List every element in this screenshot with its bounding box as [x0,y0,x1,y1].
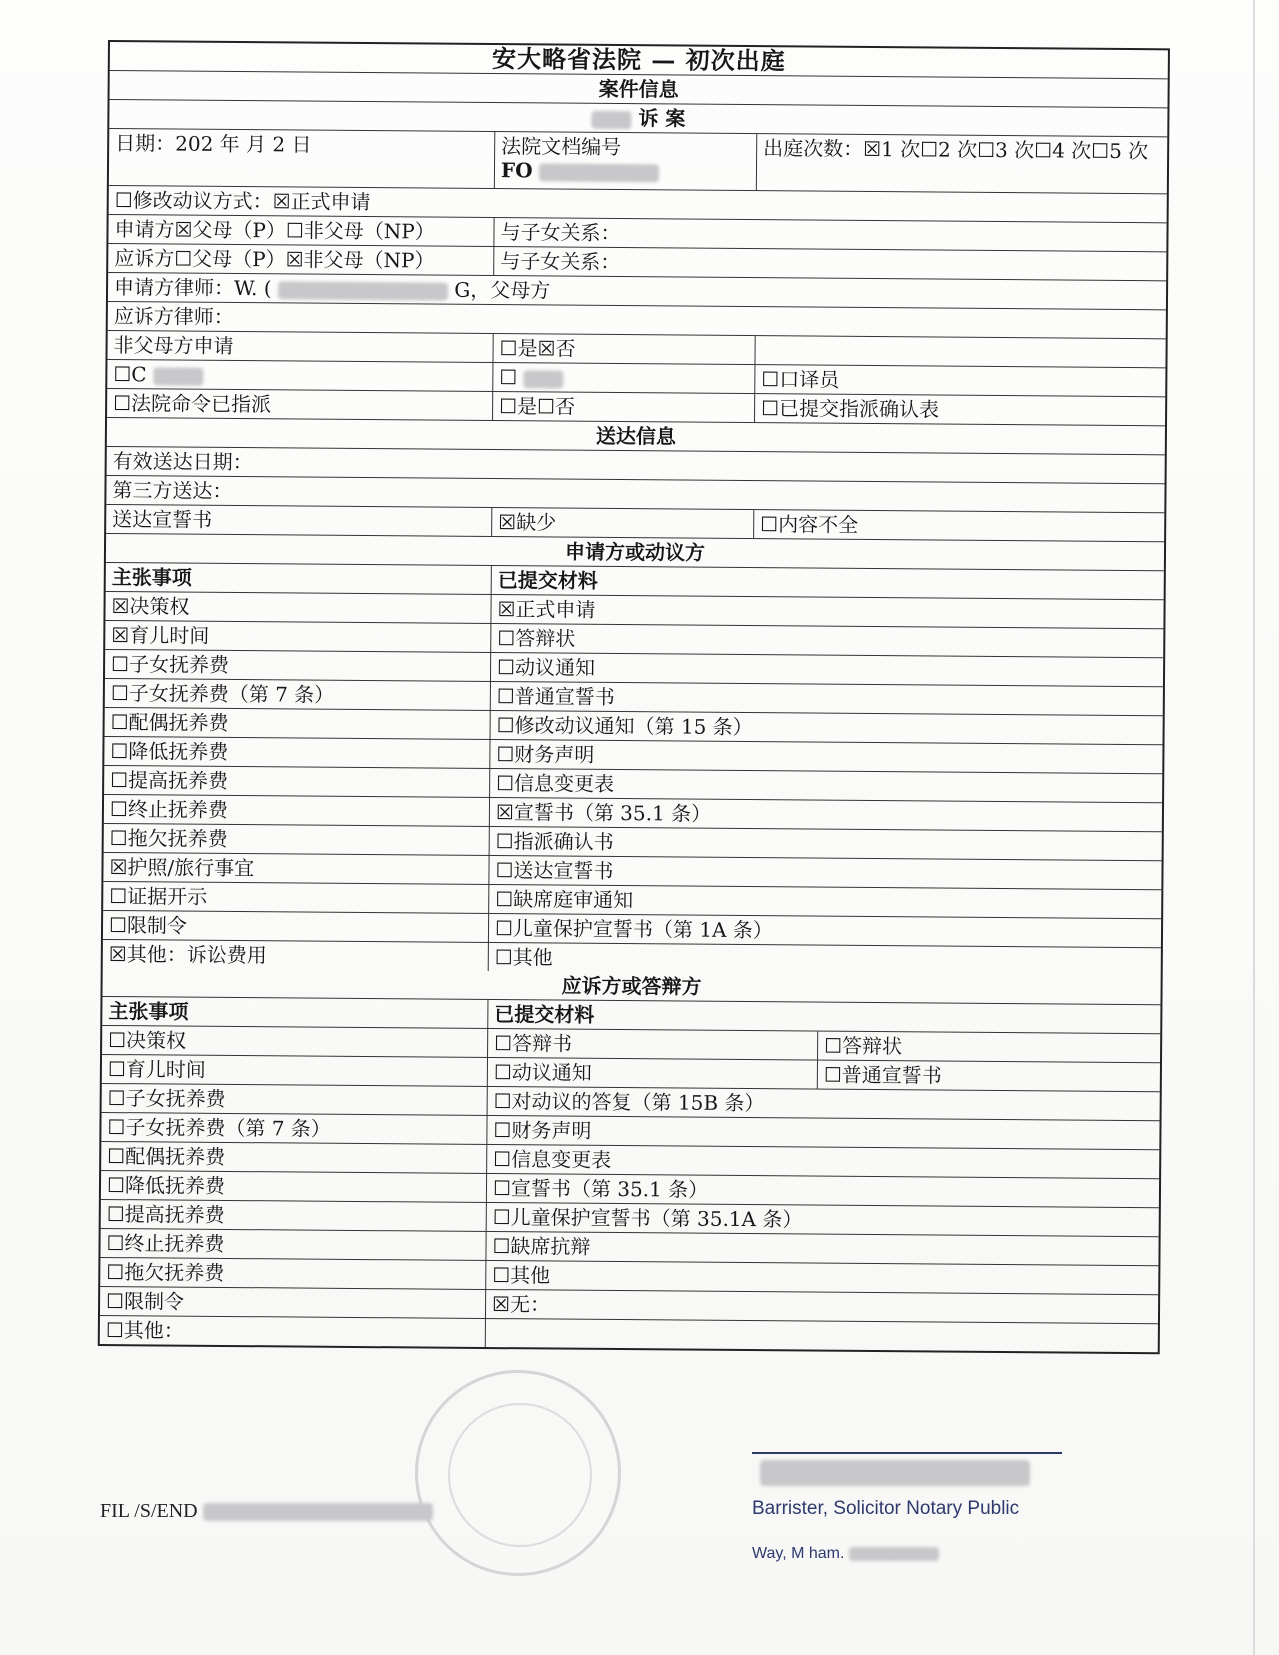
material-item: ☒宣誓书（第 35.1 条） [489,798,1162,831]
claim-item: ☐配偶抚养费 [107,1144,226,1169]
material-item: ☐信息变更表 [486,1145,1159,1178]
court-form [98,40,1170,1354]
claim-item: ☒育儿时间 [111,623,210,648]
form-title: 安大略省法院 — 初次出庭 [491,44,786,76]
claim-item: ☐配偶抚养费 [110,710,229,735]
c-cell [107,360,492,391]
applicant-lawyer-label: 申请方律师：W. ( [113,275,272,301]
notary-seal-inner [448,1403,592,1547]
claim-item: ☒其他：诉讼费用 [108,942,267,968]
notary-address [752,1545,939,1563]
claim-item: ☐终止抚养费 [106,1231,225,1256]
redaction [203,1503,433,1521]
respondent-type: 应诉方☐父母（P）☒非父母（NP） [114,246,435,273]
material-item: ☐对动议的答复（第 15B 条） [487,1087,1160,1120]
claim-item: ☐终止抚养费 [109,797,228,822]
incomplete: ☐内容不全 [753,510,1164,541]
claim-item: ☐拖欠抚养费 [109,826,228,851]
date-label: 日期：202 年 月 2 日 [115,131,312,157]
claim-item: ☐限制令 [106,1289,185,1314]
filing-stamp-text: FIL /S/END [100,1500,198,1522]
material-item: ☐财务声明 [486,1116,1159,1149]
court-order-yesno: ☐是☐否 [492,392,754,422]
appearances-cell: 出庭次数：☒1 次☐2 次☐3 次☐4 次☐5 次 [756,134,1167,193]
service-affidavit: 送达宣誓书 [112,507,213,532]
redaction [153,367,203,385]
material-item: ☐指派确认书 [489,827,1162,860]
applicant-rows [103,592,1164,976]
material-item-right: ☐答辩状 [817,1032,1160,1063]
material-item [485,1319,1158,1352]
signature-line [752,1452,1062,1454]
material-item: ☐修改动议通知（第 15 条） [490,711,1163,744]
signature-redaction [760,1460,1030,1486]
case-info-header: 案件信息 [598,76,679,102]
claim-item: ☐子女抚养费（第 7 条） [110,681,335,707]
applicant-type: 申请方☒父母（P）☐非父母（NP） [114,217,435,244]
applicant-relation: 与子女关系： [493,218,1166,251]
claim-item: ☐拖欠抚养费 [106,1260,225,1285]
claim-item: ☐提高抚养费 [106,1202,225,1227]
claim-item: ☐决策权 [108,1028,187,1053]
service-header: 送达信息 [595,423,676,449]
material-item: ☒无： [485,1290,1158,1323]
redaction [849,1547,939,1561]
empty-cell [754,336,1165,367]
court-file-value: FO [500,158,533,183]
material-item: ☐送达宣誓书 [488,856,1161,889]
respondent-relation: 与子女关系： [493,247,1166,280]
material-item: ☐答辩书 [487,1029,817,1060]
redaction [278,281,448,300]
claim-item: ☒护照/旅行事宜 [109,855,255,881]
redaction [539,163,659,182]
material-item: ☐儿童保护宣誓书（第 1A 条） [488,914,1161,947]
redaction [524,370,564,388]
third-party-service: 第三方送达： [112,478,233,503]
material-item: ☒正式申请 [490,595,1163,628]
claim-item: ☐育儿时间 [107,1057,206,1082]
case-type-text: 诉 案 [638,106,686,131]
nonparent-yesno: ☐是☒否 [492,334,754,364]
material-item: ☐财务声明 [489,740,1162,773]
c-mid-cell [492,363,754,393]
assignment-form: ☐已提交指派确认表 [754,394,1165,425]
respondent-rows [100,1026,1160,1352]
nonparent-app: 非父母方申请 [113,333,234,358]
materials-header: 已提交材料 [491,566,1164,599]
material-item: ☐其他 [485,1261,1158,1294]
claim-item: ☐证据开示 [109,884,208,909]
respondent-lawyer: 应诉方律师： [113,304,234,329]
material-item: ☐答辩状 [490,624,1163,657]
material-item-right: ☐普通宣誓书 [817,1061,1160,1092]
court-file-cell [494,132,756,190]
claim-item: ☐降低抚养费 [110,739,229,764]
claim-item: ☐子女抚养费 [111,652,230,677]
interpreter: ☐口译员 [754,365,1165,396]
claim-item: ☐子女抚养费（第 7 条） [107,1115,331,1141]
material-item: ☐动议通知 [490,653,1163,686]
claims-header: 主张事项 [111,565,192,590]
court-file-value-wrap [501,158,750,184]
valid-service-date: 有效送达日期： [112,449,253,475]
c-mid-label: ☐ [499,365,518,390]
respondent-section-header: 应诉方或答辩方 [561,973,702,999]
materials-header: 已提交材料 [487,1000,1160,1033]
claim-item: ☐降低抚养费 [106,1173,226,1198]
applicant-lawyer-tail: G，父母方 [454,277,551,303]
material-item: ☐缺席抗辩 [485,1232,1158,1265]
redaction [591,110,631,128]
material-item: ☐其他 [488,943,1161,976]
notary-seal [415,1370,621,1576]
claim-item: ☐其他： [105,1318,184,1343]
filing-stamp [100,1500,433,1523]
material-item: ☐缺席庭审通知 [488,885,1161,918]
claim-item: ☒决策权 [111,594,190,619]
date-row [109,129,1167,194]
material-item: ☐儿童保护宣誓书（第 35.1A 条） [486,1203,1159,1236]
material-item: ☐动议通知 [487,1058,817,1089]
claims-header: 主张事项 [108,999,189,1024]
claim-item: ☐提高抚养费 [110,768,229,793]
page-edge [1253,0,1255,1655]
missing: ☒缺少 [491,508,753,538]
date-cell [109,129,494,188]
claim-item: ☐限制令 [108,913,188,938]
material-item: ☐宣誓书（第 35.1 条） [486,1174,1159,1207]
material-item: ☐普通宣誓书 [490,682,1163,715]
court-order: ☐法院命令已指派 [113,391,272,417]
material-item: ☐信息变更表 [489,769,1162,802]
notary-address-text: Way, M ham. [752,1545,845,1562]
applicant-section-header: 申请方或动议方 [564,539,706,565]
court-file-label: 法院文档编号 [501,134,622,160]
motion-method: ☐修改动议方式：☒正式申请 [114,188,371,215]
claim-item: ☐子女抚养费 [107,1086,226,1111]
notary-title: Barrister, Solicitor Notary Public [752,1498,1020,1519]
c-label: ☐C [113,362,147,387]
